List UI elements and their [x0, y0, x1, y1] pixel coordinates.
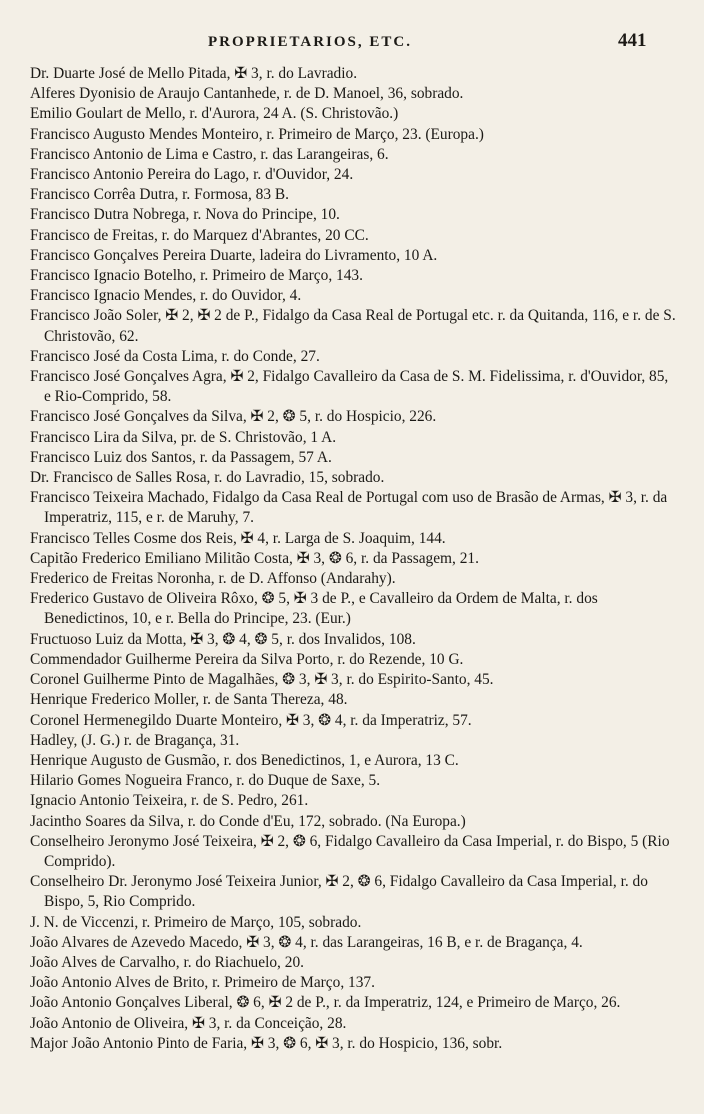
directory-entry: Francisco Lira da Silva, pr. de S. Christovão, 1 A. [30, 428, 337, 446]
directory-entry: Francisco Telles Cosme dos Reis, ✠ 4, r. Larga de S. Joaquim, 144. [30, 529, 446, 547]
directory-entry: Conselheiro Jeronymo José Teixeira, ✠ 2, ❂ 6, Fidalgo Cavalleiro da Casa Imperial, r. do Bispo, 5 (Rio Comprido). [30, 832, 670, 870]
directory-entry: Emilio Goulart de Mello, r. d'Aurora, 24 A. (S. Christovão.) [30, 105, 399, 123]
directory-entry: Francisco Augusto Mendes Monteiro, r. Primeiro de Março, 23. (Europa.) [30, 125, 484, 143]
directory-entry: João Alvares de Azevedo Macedo, ✠ 3, ❂ 4, r. das Larangeiras, 16 B, e r. de Bragança, 4. [30, 933, 583, 951]
directory-entry: Coronel Hermenegildo Duarte Monteiro, ✠ 3, ❂ 4, r. da Imperatriz, 57. [30, 711, 472, 729]
directory-entry: Francisco Luiz dos Santos, r. da Passagem, 57 A. [30, 448, 332, 466]
directory-entry: Major João Antonio Pinto de Faria, ✠ 3, ❂ 6, ✠ 3, r. do Hospicio, 136, sobr. [30, 1034, 503, 1052]
directory-entry: Francisco José Gonçalves da Silva, ✠ 2, ❂ 5, r. do Hospicio, 226. [30, 408, 437, 426]
directory-entry: Alferes Dyonisio de Araujo Cantanhede, r. de D. Manoel, 36, sobrado. [30, 85, 464, 103]
directory-entry: João Antonio Alves de Brito, r. Primeiro de Março, 137. [30, 974, 375, 992]
directory-entry: Commendador Guilherme Pereira da Silva Porto, r. do Rezende, 10 G. [30, 650, 464, 668]
directory-entry: Henrique Augusto de Gusmão, r. dos Benedictinos, 1, e Aurora, 13 C. [30, 751, 459, 769]
directory-entry: João Antonio de Oliveira, ✠ 3, r. da Conceição, 28. [30, 1014, 347, 1032]
directory-entry: Francisco José da Costa Lima, r. do Conde, 27. [30, 347, 320, 365]
directory-entry: Hadley, (J. G.) r. de Bragança, 31. [30, 731, 240, 749]
directory-entry: Francisco Corrêa Dutra, r. Formosa, 83 B. [30, 186, 290, 204]
directory-entry: Francisco Teixeira Machado, Fidalgo da Casa Real de Portugal com uso de Brasão de Armas, ✠ 3, r. da Imperatriz, 115, e r. de Maruhy, 7. [30, 489, 668, 527]
running-title: PROPRIETARIOS, ETC. [208, 34, 412, 50]
directory-entry: Francisco Dutra Nobrega, r. Nova do Principe, 10. [30, 206, 340, 224]
directory-entry: Francisco José Gonçalves Agra, ✠ 2, Fidalgo Cavalleiro da Casa de S. M. Fidelissima, r. d'Ouvidor, 85, e Rio-Comprido, 58. [30, 368, 669, 406]
page-header [0, 30, 704, 62]
directory-entry: João Antonio Gonçalves Liberal, ❂ 6, ✠ 2 de P., r. da Imperatriz, 124, e Primeiro de Março, 26. [30, 994, 621, 1012]
directory-entry: Francisco Ignacio Botelho, r. Primeiro de Março, 143. [30, 267, 363, 285]
directory-entry: Fructuoso Luiz da Motta, ✠ 3, ❂ 4, ❂ 5, r. dos Invalidos, 108. [30, 630, 416, 648]
directory-entry: Francisco Antonio de Lima e Castro, r. das Larangeiras, 6. [30, 145, 389, 163]
directory-entry: J. N. de Viccenzi, r. Primeiro de Março, 105, sobrado. [30, 913, 362, 931]
page-number: 441 [618, 30, 647, 51]
directory-entry: João Alves de Carvalho, r. do Riachuelo, 20. [30, 953, 304, 971]
directory-entry: Dr. Duarte José de Mello Pitada, ✠ 3, r. do Lavradio. [30, 65, 358, 82]
directory-entry: Conselheiro Dr. Jeronymo José Teixeira Junior, ✠ 2, ❂ 6, Fidalgo Cavalleiro da Casa Imperial, r. do Bispo, 5, Rio Comprido. [30, 873, 648, 911]
directory-entry: Jacintho Soares da Silva, r. do Conde d'Eu, 172, sobrado. (Na Europa.) [30, 812, 466, 830]
directory-entry: Hilario Gomes Nogueira Franco, r. do Duque de Saxe, 5. [30, 772, 381, 790]
directory-entry: Ignacio Antonio Teixeira, r. de S. Pedro, 261. [30, 792, 309, 810]
directory-entries [30, 64, 678, 1054]
directory-entry: Frederico Gustavo de Oliveira Rôxo, ❂ 5, ✠ 3 de P., e Cavalleiro da Ordem de Malta, r. dos Benedictinos, 10, e r. Bella do Principe, 23. (Eur.) [30, 590, 598, 628]
directory-entry: Frederico de Freitas Noronha, r. de D. Affonso (Andarahy). [30, 570, 396, 588]
directory-entry: Henrique Frederico Moller, r. de Santa Thereza, 48. [30, 691, 348, 709]
directory-entry: Francisco Ignacio Mendes, r. do Ouvidor, 4. [30, 287, 302, 305]
directory-entry: Capitão Frederico Emiliano Militão Costa, ✠ 3, ❂ 6, r. da Passagem, 21. [30, 549, 479, 567]
directory-entry: Francisco Gonçalves Pereira Duarte, ladeira do Livramento, 10 A. [30, 246, 438, 264]
directory-entry: Francisco João Soler, ✠ 2, ✠ 2 de P., Fidalgo da Casa Real de Portugal etc. r. da Quitanda, 116, e r. de S. Christovão, 62. [30, 307, 676, 345]
directory-entry: Francisco de Freitas, r. do Marquez d'Abrantes, 20 CC. [30, 226, 369, 244]
directory-entry: Francisco Antonio Pereira do Lago, r. d'Ouvidor, 24. [30, 166, 354, 184]
directory-entry: Coronel Guilherme Pinto de Magalhães, ❂ 3, ✠ 3, r. do Espirito-Santo, 45. [30, 671, 494, 689]
directory-entry: Dr. Francisco de Salles Rosa, r. do Lavradio, 15, sobrado. [30, 469, 385, 487]
